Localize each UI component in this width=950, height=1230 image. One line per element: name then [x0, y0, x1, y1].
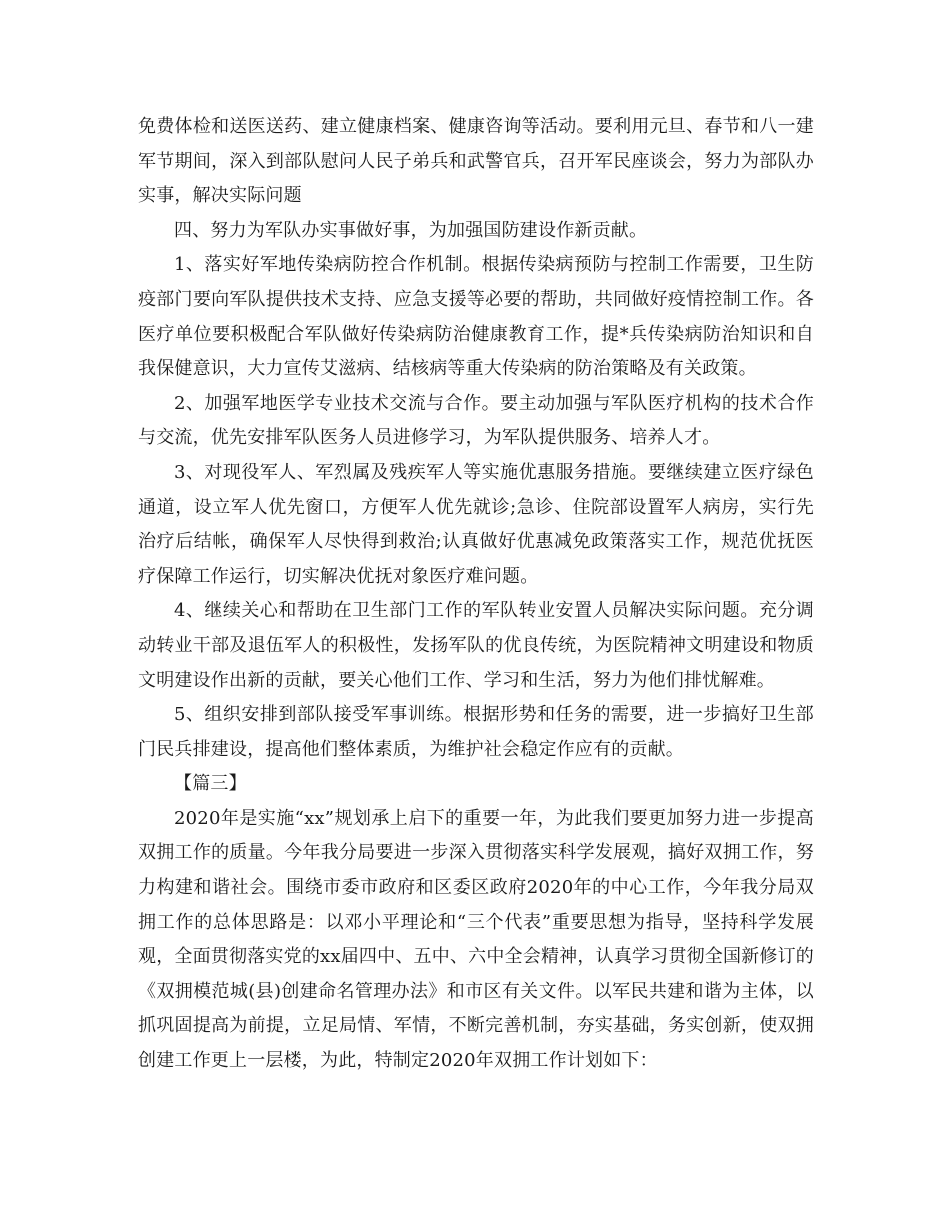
paragraph-item-1: 1、落实好军地传染病防控合作机制。根据传染病预防与控制工作需要，卫生防疫部门要向军队提供技术支持、应急支援等必要的帮助，共同做好疫情控制工作。各医疗单位要积极配合军队做好传染病防治健康教育工作，提*兵传染病防治知识和自我保健意识，大力宣传艾滋病、结核病等重大传染病的防治策略及有关政策。 — [138, 254, 814, 380]
document-body — [138, 110, 814, 1079]
paragraph-item-4: 4、继续关心和帮助在卫生部门工作的军队转业安置人员解决实际问题。充分调动转业干部及退伍军人的积极性，发扬军队的优良传统，为医院精神文明建设和物质文明建设作出新的贡献，要关心他们工作、学习和生活，努力为他们排忧解难。 — [138, 600, 814, 691]
section-heading-four: 四、努力为军队办实事做好事，为加强国防建设作新贡献。 — [174, 219, 648, 241]
paragraph-item-3: 3、对现役军人、军烈属及残疾军人等实施优惠服务措施。要继续建立医疗绿色通道，设立军人优先窗口，方便军人优先就诊;急诊、住院部设置军人病房，实行先治疗后结帐，确保军人尽快得到救治;认真做好优惠减免政策落实工作，规范优抚医疗保障工作运行，切实解决优抚对象医疗难问题。 — [138, 461, 814, 587]
paragraph-item-5: 5、组织安排到部队接受军事训练。根据形势和任务的需要，进一步搞好卫生部门民兵排建设，提高他们整体素质，为维护社会稳定作应有的贡献。 — [138, 704, 814, 760]
paragraph-continuation: 免费体检和送医送药、建立健康档案、健康咨询等活动。要利用元旦、春节和八一建军节期间，深入到部队慰问人民子弟兵和武警官兵，召开军民座谈会，努力为部队办实事，解决实际问题 — [138, 116, 814, 207]
paragraph-item-2: 2、加强军地医学专业技术交流与合作。要主动加强与军队医疗机构的技术合作与交流，优先安排军队医务人员进修学习，为军队提供服务、培养人才。 — [138, 392, 814, 449]
paragraph-part-three-intro: 2020年是实施“xx”规划承上启下的重要一年，为此我们要更加努力进一步提高双拥工作的质量。今年我分局要进一步深入贯彻落实科学发展观，搞好双拥工作，努力构建和谐社会。围绕市委市政府和区委区政府2020年的中心工作，今年我分局双拥工作的总体思路是：以邓小平理论和“三个代表”重要思想为指导，坚持科学发展观，全面贯彻落实党的xx届四中、五中、六中全会精神，认真学习贯彻全国新修订的《双拥模范城(县)创建命名管理办法》和市区有关文件。以军民共建和谐为主体，以抓巩固提高为前提，立足局情、军情，不断完善机制，夯实基础，务实创新，使双拥创建工作更上一层楼，为此，特制定2020年双拥工作计划如下： — [138, 807, 814, 1072]
part-heading: 【篇三】 — [174, 773, 247, 795]
